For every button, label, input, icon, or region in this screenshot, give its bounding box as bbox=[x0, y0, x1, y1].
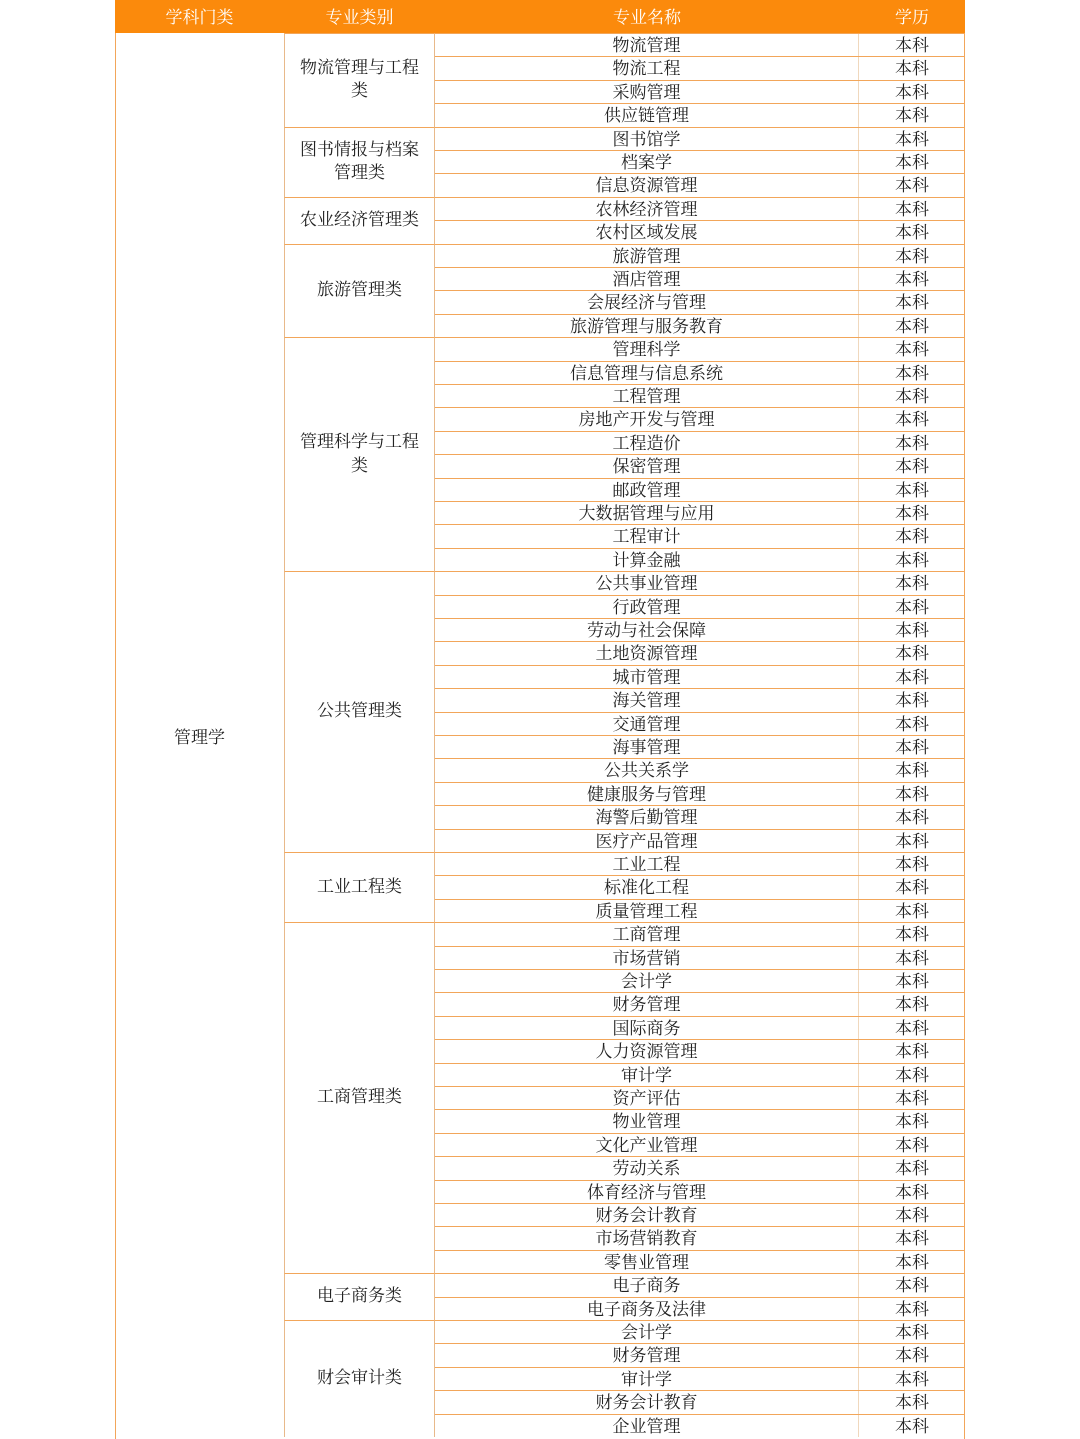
degree-level: 本科 bbox=[895, 1206, 929, 1226]
table-row bbox=[435, 829, 965, 852]
degree-level: 本科 bbox=[895, 246, 929, 267]
table-row bbox=[435, 922, 965, 945]
major-name: 财务管理 bbox=[435, 1344, 859, 1366]
category-cell bbox=[284, 571, 435, 852]
category-cell bbox=[284, 1273, 435, 1320]
degree-level: 本科 bbox=[895, 1065, 929, 1086]
major-name: 人力资源管理 bbox=[435, 1040, 859, 1062]
table-row bbox=[435, 1086, 965, 1109]
table-row bbox=[435, 1414, 965, 1437]
category-label: 财会审计类 bbox=[317, 1368, 402, 1389]
major-name: 财务会计教育 bbox=[435, 1204, 859, 1226]
category-cell bbox=[284, 33, 435, 127]
major-name: 工程管理 bbox=[435, 385, 859, 407]
degree-level: 本科 bbox=[895, 82, 929, 103]
degree-level: 本科 bbox=[895, 1229, 929, 1250]
degree-level: 本科 bbox=[895, 972, 929, 992]
major-name: 国际商务 bbox=[435, 1017, 859, 1039]
category-label: 物流管理与工程类 bbox=[300, 57, 419, 102]
table-row bbox=[435, 1156, 965, 1179]
degree-level: 本科 bbox=[895, 714, 929, 735]
major-name: 保密管理 bbox=[435, 455, 859, 477]
major-name: 农林经济管理 bbox=[435, 198, 859, 220]
degree-level: 本科 bbox=[895, 1416, 929, 1437]
table-row bbox=[435, 56, 965, 79]
table-row bbox=[435, 267, 965, 290]
degree-level: 本科 bbox=[895, 1018, 929, 1039]
table-row bbox=[435, 548, 965, 571]
table-row bbox=[435, 852, 965, 875]
table-row bbox=[435, 712, 965, 735]
major-name: 劳动与社会保障 bbox=[435, 619, 859, 641]
major-name: 城市管理 bbox=[435, 666, 859, 688]
table-row bbox=[435, 127, 965, 150]
table-row bbox=[435, 314, 965, 337]
degree-level: 本科 bbox=[895, 808, 929, 829]
degree-level: 本科 bbox=[895, 480, 929, 501]
category-label: 管理科学与工程类 bbox=[300, 432, 419, 476]
table-row bbox=[435, 782, 965, 805]
table-row bbox=[435, 899, 965, 922]
major-name: 信息管理与信息系统 bbox=[435, 362, 859, 384]
table-row bbox=[435, 150, 965, 173]
major-name: 档案学 bbox=[435, 151, 859, 173]
degree-level: 本科 bbox=[895, 1089, 929, 1109]
major-name: 会计学 bbox=[435, 970, 859, 992]
degree-level: 本科 bbox=[895, 1112, 929, 1133]
degree-level: 本科 bbox=[895, 1135, 929, 1156]
major-name: 工商管理 bbox=[435, 923, 859, 945]
category-label: 旅游管理类 bbox=[317, 280, 402, 301]
table-row bbox=[435, 805, 965, 828]
major-name: 市场营销 bbox=[435, 947, 859, 969]
category-cell bbox=[284, 197, 435, 244]
major-name: 房地产开发与管理 bbox=[435, 408, 859, 430]
table-row bbox=[435, 641, 965, 664]
major-name: 旅游管理与服务教育 bbox=[435, 315, 859, 337]
degree-level: 本科 bbox=[895, 153, 929, 173]
major-name: 大数据管理与应用 bbox=[435, 502, 859, 524]
degree-level: 本科 bbox=[895, 527, 929, 548]
major-name: 健康服务与管理 bbox=[435, 783, 859, 805]
major-name: 资产评估 bbox=[435, 1087, 859, 1109]
degree-level: 本科 bbox=[895, 293, 929, 314]
category-label: 电子商务类 bbox=[317, 1286, 402, 1307]
degree-level: 本科 bbox=[895, 340, 929, 361]
table-row bbox=[435, 524, 965, 547]
category-label: 工商管理类 bbox=[317, 1087, 402, 1108]
degree-level: 本科 bbox=[895, 270, 929, 290]
major-name: 物业管理 bbox=[435, 1110, 859, 1132]
table-row bbox=[435, 384, 965, 407]
major-name: 海事管理 bbox=[435, 736, 859, 758]
table-row bbox=[435, 244, 965, 267]
major-name: 质量管理工程 bbox=[435, 900, 859, 922]
table-row bbox=[435, 595, 965, 618]
major-name: 土地资源管理 bbox=[435, 642, 859, 664]
category-cell bbox=[284, 337, 435, 571]
degree-level: 本科 bbox=[895, 129, 929, 150]
degree-level: 本科 bbox=[895, 855, 929, 875]
degree-level: 本科 bbox=[895, 1346, 929, 1367]
degree-level: 本科 bbox=[895, 878, 929, 899]
major-name: 农村区域发展 bbox=[435, 221, 859, 243]
degree-level: 本科 bbox=[895, 363, 929, 384]
degree-level: 本科 bbox=[895, 1276, 929, 1297]
major-name: 工程造价 bbox=[435, 432, 859, 454]
major-name: 旅游管理 bbox=[435, 245, 859, 267]
table-header bbox=[115, 0, 965, 33]
degree-level: 本科 bbox=[895, 410, 929, 431]
degree-level: 本科 bbox=[895, 761, 929, 782]
major-name: 医疗产品管理 bbox=[435, 830, 859, 852]
major-name: 电子商务及法律 bbox=[435, 1298, 859, 1320]
table-row bbox=[435, 1367, 965, 1390]
category-cell bbox=[284, 244, 435, 338]
degree-level: 本科 bbox=[895, 667, 929, 688]
major-name: 审计学 bbox=[435, 1368, 859, 1390]
table-row bbox=[435, 688, 965, 711]
table-row bbox=[435, 478, 965, 501]
table-row bbox=[435, 1320, 965, 1343]
table-row bbox=[435, 1109, 965, 1132]
major-name: 海关管理 bbox=[435, 689, 859, 711]
table-row bbox=[435, 665, 965, 688]
degree-level: 本科 bbox=[895, 644, 929, 665]
major-name: 计算金融 bbox=[435, 549, 859, 571]
category-cell bbox=[284, 852, 435, 922]
degree-level: 本科 bbox=[895, 223, 929, 244]
table-row bbox=[435, 758, 965, 781]
table-row bbox=[435, 618, 965, 641]
table-row bbox=[435, 992, 965, 1015]
degree-level: 本科 bbox=[895, 316, 929, 337]
degree-level: 本科 bbox=[895, 1369, 929, 1390]
degree-level: 本科 bbox=[895, 1042, 929, 1063]
degree-level: 本科 bbox=[895, 106, 929, 127]
degree-level: 本科 bbox=[895, 176, 929, 197]
degree-level: 本科 bbox=[895, 1393, 929, 1414]
major-name: 公共关系学 bbox=[435, 759, 859, 781]
major-name: 海警后勤管理 bbox=[435, 806, 859, 828]
major-name: 交通管理 bbox=[435, 713, 859, 735]
table-row bbox=[435, 969, 965, 992]
major-name: 零售业管理 bbox=[435, 1251, 859, 1273]
table-row bbox=[435, 173, 965, 196]
discipline-cell: 管理学 bbox=[174, 728, 225, 748]
table-row bbox=[435, 1133, 965, 1156]
degree-level: 本科 bbox=[895, 36, 929, 56]
table-row bbox=[435, 1203, 965, 1226]
major-name: 会展经济与管理 bbox=[435, 291, 859, 313]
table-row bbox=[435, 361, 965, 384]
major-name: 工程审计 bbox=[435, 525, 859, 547]
header-degree: 学历 bbox=[895, 8, 929, 28]
degree-level: 本科 bbox=[895, 550, 929, 571]
table-row bbox=[435, 735, 965, 758]
category-cell bbox=[284, 127, 435, 197]
degree-level: 本科 bbox=[895, 621, 929, 641]
category-label: 图书情报与档案管理类 bbox=[300, 139, 419, 184]
table-row bbox=[435, 1343, 965, 1366]
category-label: 公共管理类 bbox=[317, 701, 402, 722]
table-row bbox=[435, 1390, 965, 1413]
major-name: 供应链管理 bbox=[435, 104, 859, 126]
degree-level: 本科 bbox=[895, 457, 929, 478]
header-major: 专业名称 bbox=[613, 8, 681, 28]
table-row bbox=[435, 407, 965, 430]
major-name: 邮政管理 bbox=[435, 479, 859, 501]
table-row bbox=[435, 1016, 965, 1039]
table-row bbox=[435, 220, 965, 243]
table-row bbox=[435, 337, 965, 360]
table-row bbox=[435, 1063, 965, 1086]
header-category: 专业类别 bbox=[325, 8, 394, 28]
table-row bbox=[435, 1273, 965, 1296]
category-cell bbox=[284, 1320, 435, 1437]
table-row bbox=[435, 875, 965, 898]
table-row bbox=[435, 501, 965, 524]
header-discipline: 学科门类 bbox=[165, 8, 234, 28]
degree-level: 本科 bbox=[895, 433, 929, 454]
major-name: 财务管理 bbox=[435, 993, 859, 1015]
table-row bbox=[435, 1297, 965, 1320]
table-row bbox=[435, 1250, 965, 1273]
category-label: 农业经济管理类 bbox=[300, 209, 419, 230]
major-name: 市场营销教育 bbox=[435, 1227, 859, 1249]
major-name: 审计学 bbox=[435, 1064, 859, 1086]
degree-level: 本科 bbox=[895, 1182, 929, 1203]
table-row bbox=[435, 197, 965, 220]
degree-level: 本科 bbox=[895, 597, 929, 618]
table-row bbox=[435, 33, 965, 56]
degree-level: 本科 bbox=[895, 901, 929, 922]
table-row bbox=[435, 1180, 965, 1203]
table-row bbox=[435, 946, 965, 969]
table-row bbox=[435, 431, 965, 454]
major-name: 公共事业管理 bbox=[435, 572, 859, 594]
category-label: 工业工程类 bbox=[317, 876, 402, 897]
major-name: 图书馆学 bbox=[435, 128, 859, 150]
degree-level: 本科 bbox=[895, 1323, 929, 1343]
table-row bbox=[435, 80, 965, 103]
degree-level: 本科 bbox=[895, 574, 929, 595]
degree-level: 本科 bbox=[895, 691, 929, 712]
major-name: 体育经济与管理 bbox=[435, 1181, 859, 1203]
category-cell bbox=[284, 922, 435, 1273]
degree-level: 本科 bbox=[895, 831, 929, 852]
major-name: 文化产业管理 bbox=[435, 1134, 859, 1156]
degree-level: 本科 bbox=[895, 784, 929, 805]
degree-level: 本科 bbox=[895, 1159, 929, 1180]
degree-level: 本科 bbox=[895, 948, 929, 969]
major-name: 会计学 bbox=[435, 1321, 859, 1343]
degree-level: 本科 bbox=[895, 199, 929, 220]
major-name: 企业管理 bbox=[435, 1415, 859, 1437]
table-row bbox=[435, 454, 965, 477]
major-name: 行政管理 bbox=[435, 596, 859, 618]
major-name: 信息资源管理 bbox=[435, 174, 859, 196]
table-row bbox=[435, 1226, 965, 1249]
degree-level: 本科 bbox=[895, 59, 929, 80]
major-name: 采购管理 bbox=[435, 81, 859, 103]
major-name: 劳动关系 bbox=[435, 1157, 859, 1179]
degree-level: 本科 bbox=[895, 1252, 929, 1273]
major-name: 酒店管理 bbox=[435, 268, 859, 290]
major-name: 工业工程 bbox=[435, 853, 859, 875]
major-name: 财务会计教育 bbox=[435, 1391, 859, 1413]
major-name: 标准化工程 bbox=[435, 876, 859, 898]
table-row bbox=[435, 290, 965, 313]
degree-level: 本科 bbox=[895, 995, 929, 1016]
major-name: 电子商务 bbox=[435, 1274, 859, 1296]
degree-level: 本科 bbox=[895, 925, 929, 946]
table-row bbox=[435, 571, 965, 594]
degree-level: 本科 bbox=[895, 504, 929, 524]
table-row bbox=[435, 1039, 965, 1062]
major-name: 物流管理 bbox=[435, 34, 859, 56]
major-name: 管理科学 bbox=[435, 338, 859, 360]
degree-level: 本科 bbox=[895, 738, 929, 758]
degree-level: 本科 bbox=[895, 387, 929, 407]
major-name: 物流工程 bbox=[435, 57, 859, 79]
degree-level: 本科 bbox=[895, 1299, 929, 1320]
table-row bbox=[435, 103, 965, 126]
